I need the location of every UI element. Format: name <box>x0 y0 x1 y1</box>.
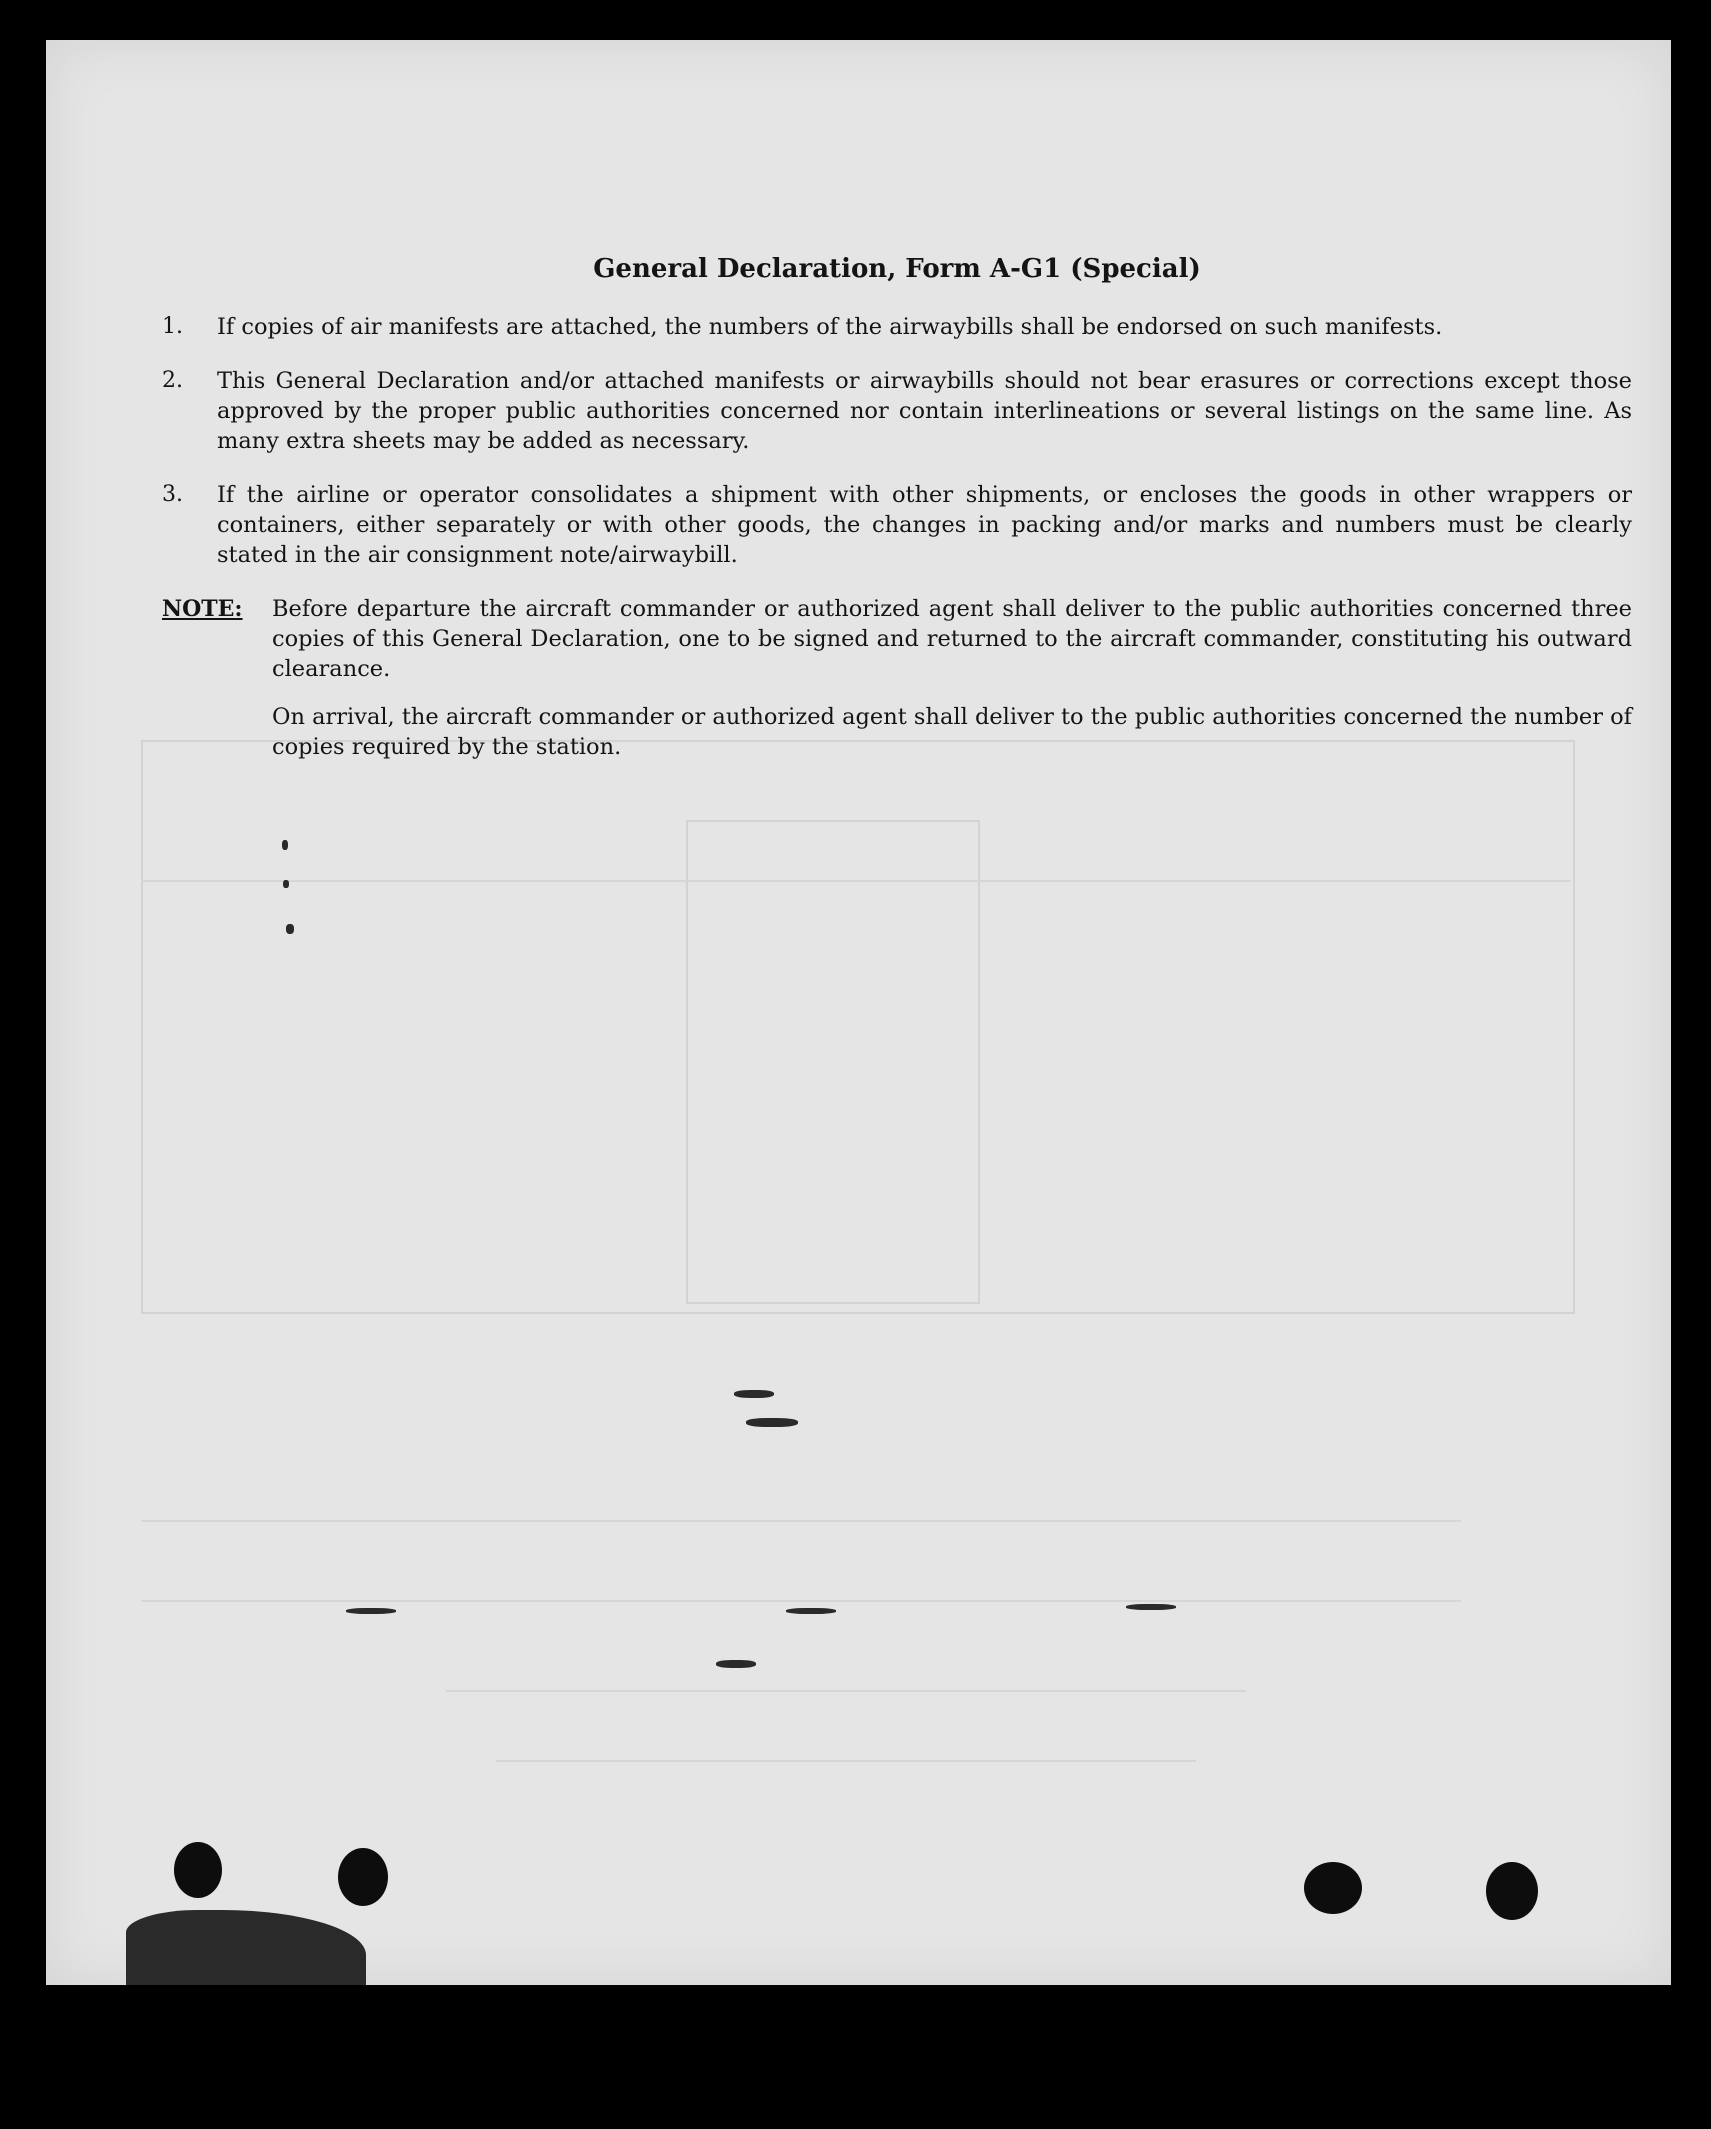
punch-hole <box>1486 1862 1538 1920</box>
punch-hole <box>1304 1862 1362 1914</box>
bleed-through-rule <box>141 1600 1461 1602</box>
bleed-through-rule <box>141 1520 1461 1522</box>
document-content <box>162 218 1632 762</box>
list-item-number: 1. <box>162 314 183 339</box>
ink-speck <box>286 924 294 934</box>
note-paragraph: Before departure the aircraft commander or authorized agent shall deliver to the public authorities concerned three copies of this General Declaration, one to be signed and returned to the aircraft commander, constituting his outward clearance. <box>272 596 1632 682</box>
bleed-through-rule <box>141 880 1571 882</box>
document-page <box>46 40 1671 1985</box>
note-paragraph: On arrival, the aircraft commander or authorized agent shall deliver to the public authorities concerned the number of copies required by the station. <box>272 704 1632 760</box>
list-item-number: 3. <box>162 482 183 507</box>
bleed-through-rule <box>446 1690 1246 1692</box>
ink-speck <box>346 1608 396 1614</box>
list-item <box>162 312 1632 342</box>
bleed-through-rule <box>496 1760 1196 1762</box>
ink-speck <box>746 1418 798 1427</box>
list-item-text: If copies of air manifests are attached, the numbers of the airwaybills shall be endorsed on such manifests. <box>217 314 1443 340</box>
bleed-through-column <box>686 820 980 1304</box>
list-item-number: 2. <box>162 368 183 393</box>
note-label: NOTE: <box>162 596 243 622</box>
ink-speck <box>282 840 288 850</box>
list-item-text: If the airline or operator consolidates a shipment with other shipments, or encloses the goods in other wrappers or containers, either separately or with other goods, the changes in packing and/or marks and numbers must be clearly stated in the air consignment note/airwaybill. <box>217 482 1632 568</box>
list-item <box>162 366 1632 456</box>
ink-speck <box>126 1910 366 1985</box>
note-block <box>162 594 1632 684</box>
punch-hole <box>338 1848 388 1906</box>
ink-speck <box>1126 1604 1176 1610</box>
ink-speck <box>283 880 289 888</box>
punch-hole <box>174 1842 222 1898</box>
list-item <box>162 480 1632 570</box>
document-title: General Declaration, Form A-G1 (Special) <box>593 254 1201 284</box>
ink-speck <box>786 1608 836 1614</box>
list-item-text: This General Declaration and/or attached manifests or airwaybills should not bear erasures or corrections except those approved by the proper public authorities concerned nor contain interlineations or several listings on the same line. As many extra sheets may be added as necessary. <box>217 368 1632 454</box>
ink-speck <box>716 1660 756 1668</box>
ink-speck <box>734 1390 774 1398</box>
